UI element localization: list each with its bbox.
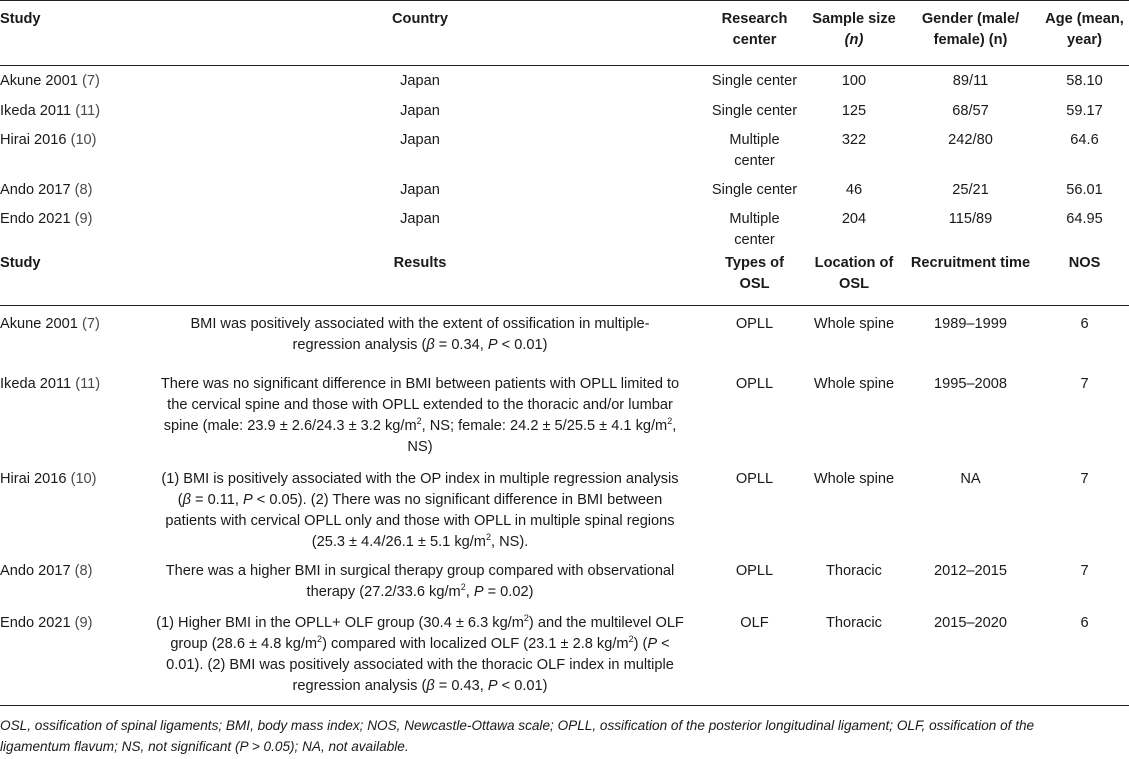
table-row: Ando 2017 (8) There was a higher BMI in surgical therapy group compared with observational therapy (27.2/33.6 $kg/m^2$, P = 0.02) OPLL Thoracic 2012–2015 7 (0, 563, 1089, 600)
header-recruitment: Recruitment time (910, 255, 1031, 271)
header-gender: Gender (male/ female) (n) (901, 1, 1040, 52)
header-location: Location of OSL (814, 255, 894, 292)
header-nos: NOS (1068, 255, 1101, 271)
table-row: Endo 2021 (9) Japan Multiple center 204 115/89 64.95 (0, 211, 1103, 248)
header-sample-size: Sample size (n) (807, 1, 901, 52)
header-types: Types of OSL (725, 255, 784, 292)
header-country: Country (138, 1, 702, 52)
table-row: Akune 2001 (7) Japan Single center 100 89/11 58.10 (0, 73, 1103, 89)
table-row: Ando 2017 (8) Japan Single center 46 25/21 56.01 (0, 182, 1103, 198)
table-footnote: OSL, ossification of spinal ligaments; BMI, body mass index; NOS, Newcastle-Ottawa scale; OPLL, ossification of the posterior longitudinal ligament; OLF, ossification of the ligamentum flavum; NS, not significant (P > 0.05); NA, not available. (0, 706, 1129, 758)
table-row: Ikeda 2011 (11) Japan Single center 125 68/57 59.17 (0, 103, 1103, 119)
header-results: Results (393, 255, 447, 271)
header-study-2: Study (0, 255, 41, 271)
table-row: Hirai 2016 (10) (1) BMI is positively associated with the OP index in multiple regression analysis (β = 0.11, P < 0.05). (2) There was no significant difference in BMI between patients with cervical OPLL only and those with OPLL in multiple spinal regions (25.3 ± 4.4/26.1 ± 5.1 $kg/m^2$, NS). OPLL Whole spine NA 7 (0, 471, 1089, 550)
header-study: Study (0, 1, 138, 52)
table1-header-row (0, 1, 1129, 52)
header-research-center: Research center (702, 1, 807, 52)
table-row: Akune 2001 (7) BMI was positively associated with the extent of ossification in multiple- regression analysis (β = 0.34, P < 0.01) OPLL Whole spine 1989–1999 6 (0, 316, 1089, 353)
table-row: Hirai 2016 (10) Japan Multiple center 322 242/80 64.6 (0, 132, 1099, 169)
header-age: Age (mean, year) (1040, 1, 1129, 52)
table-row: Endo 2021 (9) (1) Higher BMI in the OPLL+ OLF group (30.4 ± 6.3 $kg/m^2$) and the multilevel OLF group (28.6 ± 4.8 $kg/m^2$) compared with localized OLF (23.1 ± 2.8 $kg/m^2$) (P < 0.01). (2) BMI was positively associated with the thoracic OLF index in multiple regression analysis (β = 0.43, P < 0.01) OLF Thoracic 2015–2020 6 (0, 613, 1089, 694)
table-row: Ikeda 2011 (11) There was no significant difference in BMI between patients with OPLL limited to the cervical spine and those with OPLL extended to the thoracic and/or lumbar spine (male: 23.9 ± 2.6/24.3 ± 3.2 $kg/m^2$, NS; female: 24.2 ± 5/25.5 ± 4.1 $kg/m^2$, NS) OPLL Whole spine 1995–2008 7 (0, 376, 1089, 455)
table2-header-row (0, 253, 1129, 295)
